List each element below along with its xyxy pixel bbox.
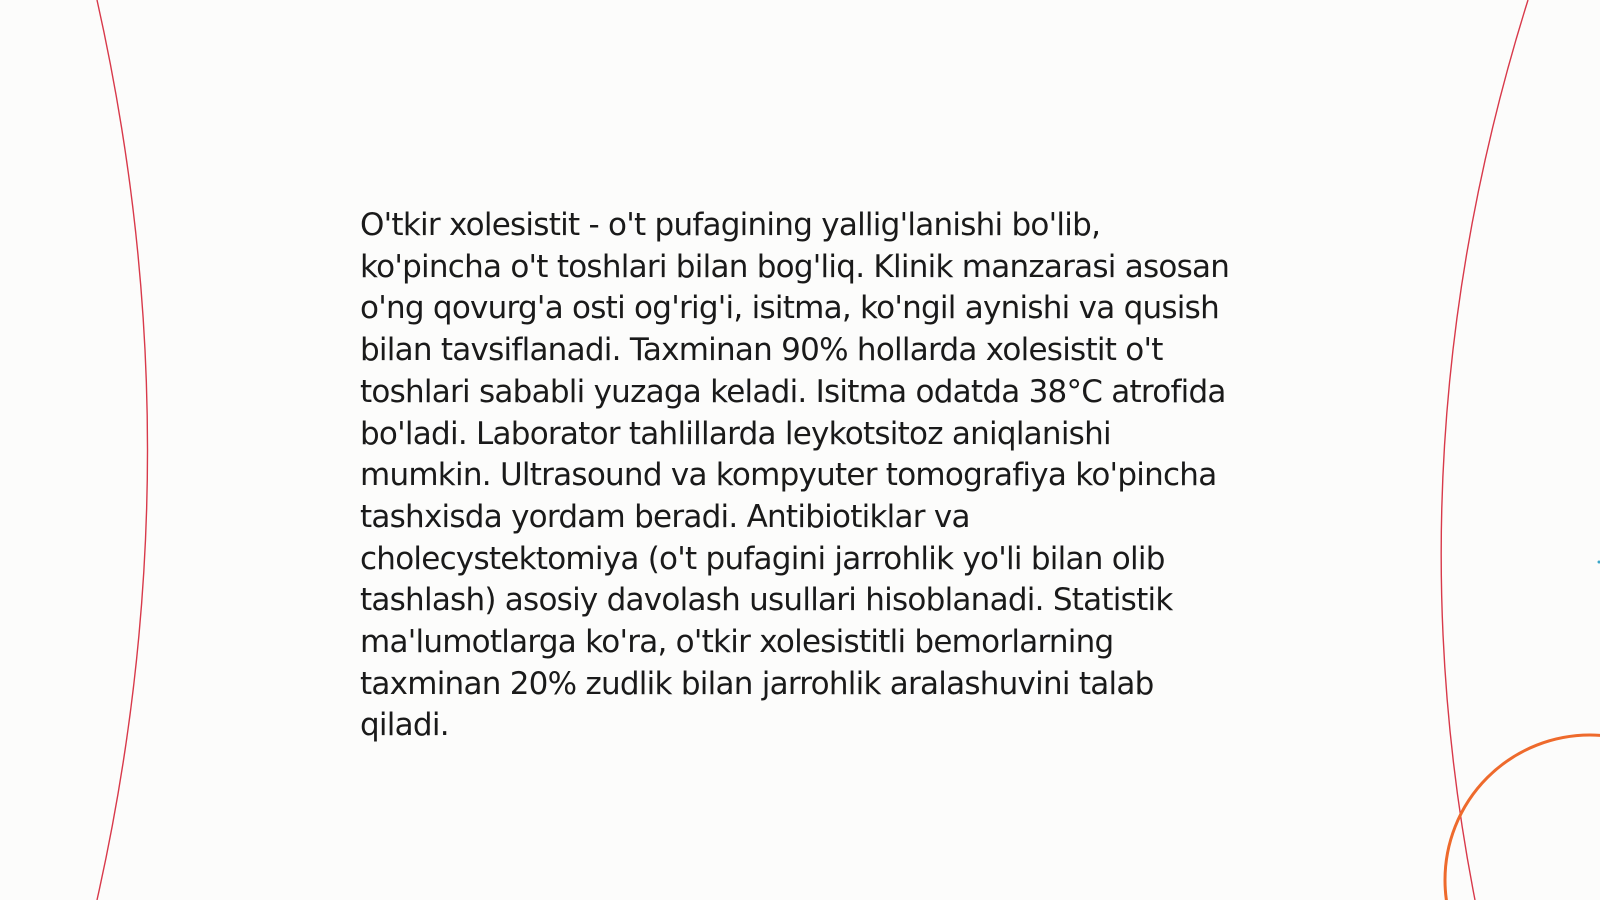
- body-text: O'tkir xolesistit - o't pufagining yallig'lanishi bo'lib, ko'pincha o't toshlari bilan bog'liq. Klinik manzarasi asosan o'ng qovurg'a osti og'rig'i, isitma, ko'ngil aynishi va qusish bilan tavsiflanadi. Taxminan 90% hollarda xolesistit o't toshlari sababli yuzaga keladi. Isitma odatda 38°C atrofida bo'ladi. Laborator tahlillarda leykotsitoz aniqlanishi mumkin. Ultrasound va kompyuter tomografiya ko'pincha tashxisda yordam beradi. Antibiotiklar va cholecystektomiya (o't pufagini jarrohlik yo'li bilan olib tashlash) asosiy davolash usullari hisoblanadi. Statistik ma'lumotlarga ko'ra, o'tkir xolesistitli bemorlarning taxminan 20% zudlik bilan jarrohlik aralashuvini talab qiladi.: [360, 207, 1230, 744]
- right-border-curve: [1441, 0, 1528, 900]
- left-border-curve: [97, 0, 148, 900]
- accent-circle: [1445, 735, 1600, 900]
